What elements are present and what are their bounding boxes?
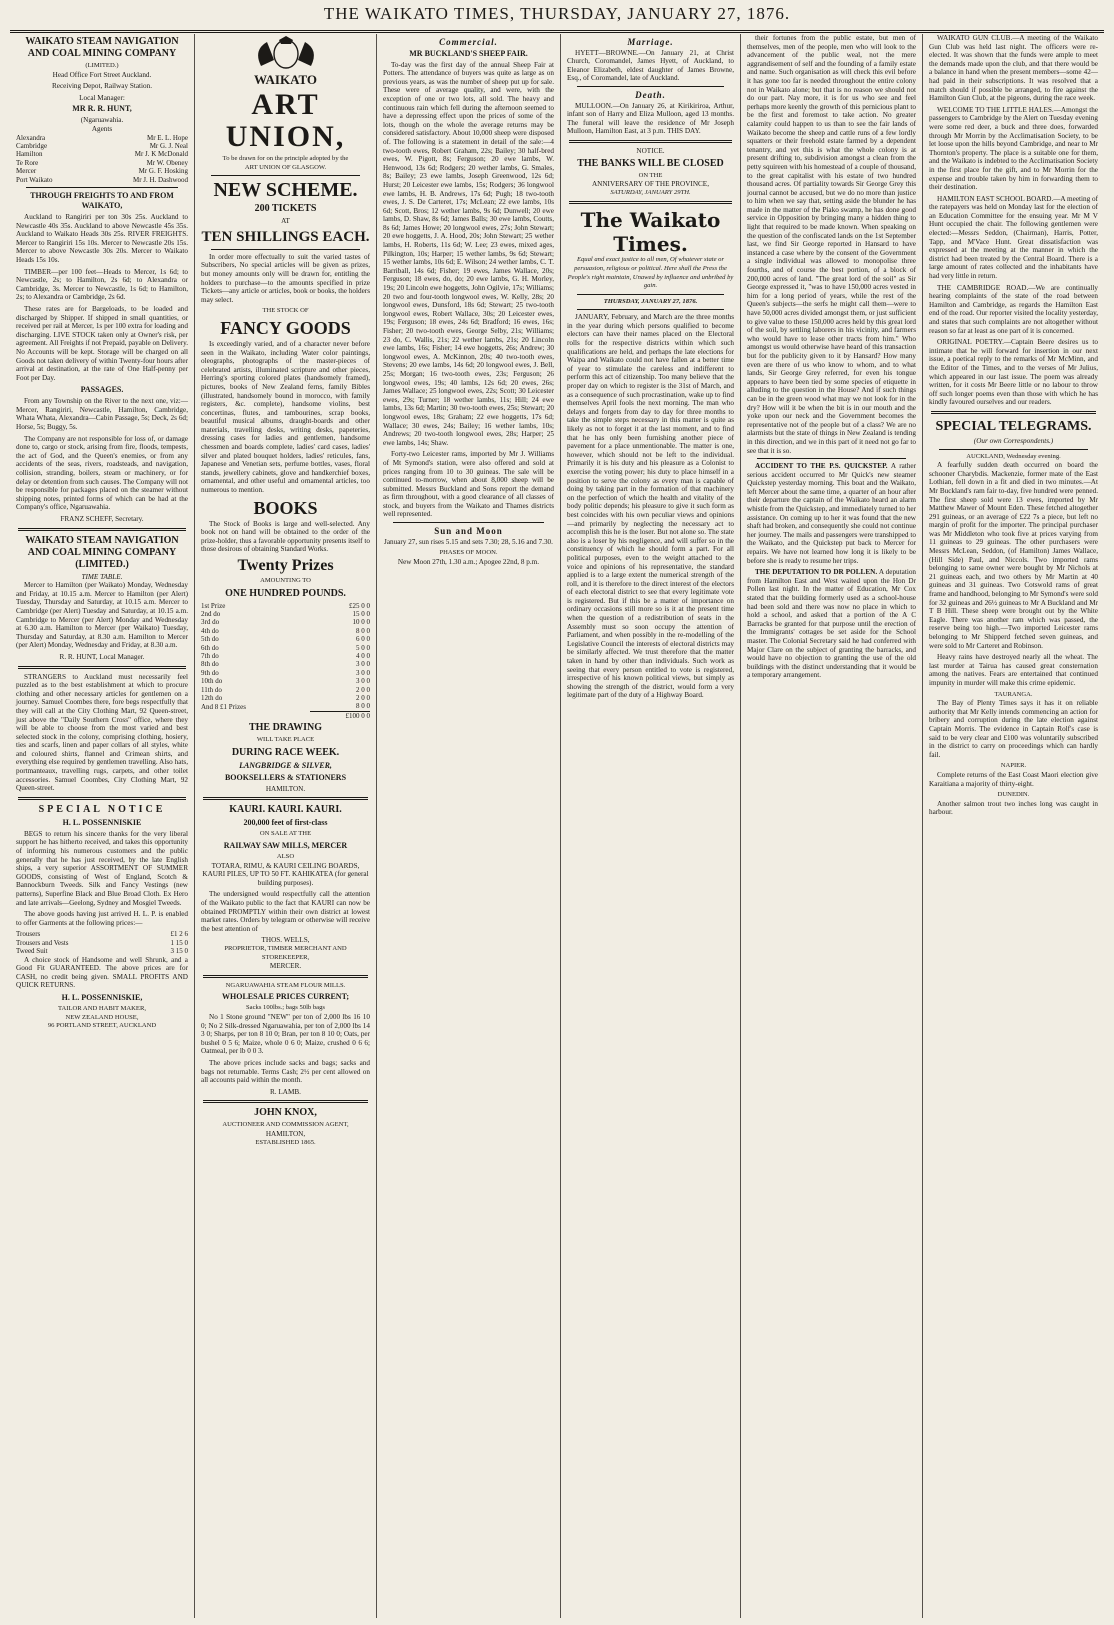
prize-row-label: 8th do <box>201 660 219 669</box>
price-row-label: Trousers and Vests <box>16 938 69 947</box>
prize-row-value: 8 0 0 <box>356 702 370 711</box>
footer-addr: NEW ZEALAND HOUSE, <box>65 1013 139 1021</box>
ad1-location: (Ngaruawahia. <box>80 116 124 125</box>
ad1-sub: (LIMITED.) <box>85 62 119 69</box>
footer-street: 96 PORTLAND STREET, AUCKLAND <box>47 1022 157 1030</box>
ad1-title: WAIKATO STEAM NAVIGATION AND COAL MINING COMPANY <box>25 36 179 59</box>
ad1-receiving: Receiving Depot, Railway Station. <box>51 82 152 91</box>
accident-item <box>747 462 916 565</box>
sun-moon-title: Sun and Moon <box>434 526 503 537</box>
agent-row <box>16 150 188 158</box>
ad2-title: WAIKATO STEAM NAVIGATION AND COAL MINING COMPANY (LIMITED.) <box>25 534 179 570</box>
deputation-text: A deputation from Hamilton East and West waited upon the Hon Dr Pollen last night. In the matter of Education, Mr Cox stated that the building formerly used as a school-house had been sold and there was now no place in which to hold a school, and asked that a portion of the A C Barracks be granted for that purpose until the erection of the Immigrants' cottages be set aside for the School master. The Colonial Secretary said he had conferred with Major Clare on the subject of granting the barracks, and would have no objection to granting the use of the old buildings with the distinct understanding that it would be a temporary arrangement. <box>747 568 917 680</box>
prize-row <box>201 686 370 694</box>
agent-row-value: Mr J. H. Dashwood <box>132 175 188 184</box>
prize-row-value: 2 0 0 <box>356 694 370 703</box>
tauranga-text: The Bay of Plenty Times says it has it on reliable authority that Mr Kelly intends commencing an action for bribery and corruption during the late election against Captain Morris. The evidence in Captain Rolf's case is said to be very clear and £100 was voluntarily subscribed in the district to carry on proceedings which can hardly fail. <box>929 699 1098 759</box>
prize-row <box>201 602 370 610</box>
art-union-intro: In order more effectually to suit the varied tastes of Subscribers, No special articles will be given as prizes, but money amounts only will be drawn for, entitling the holders to purchase—to the amounts specified in prize Tickets—any article or articles, book or books, the holders may select. <box>201 252 370 304</box>
agent-row <box>16 167 188 175</box>
dunedin-title: DUNEDIN. <box>997 791 1030 799</box>
new-scheme: NEW SCHEME. <box>213 179 358 202</box>
knox-title: AUCTIONEER AND COMMISSION AGENT, <box>222 1121 349 1129</box>
knox-town: HAMILTON, <box>265 1129 306 1138</box>
agent-row-value: Mr G. F. Hosking <box>138 167 188 176</box>
ad1-agents-label: Agents <box>91 124 113 133</box>
school-board-item: HAMILTON EAST SCHOOL BOARD.—A meeting of the ratepayers was held on Monday last for the election of an Education Committee for the ensuing year. Mr M V Hunt occupied the chair. The following gentlemen were elected:—Messrs Seddon, (Chairman), Harris, Potter, Tapp, and M'Vace Hunt. Great dissatisfaction was expressed at the meeting at the manner in which the district had been treated by the Central Board. There is a large amount of rates collected and the inhabitants have had very little in return. <box>929 194 1098 281</box>
drawing-will-take: WILL TAKE PLACE <box>256 736 315 744</box>
langbridge-town: HAMILTON. <box>265 784 306 793</box>
books-text: The Stock of Books is large and well-selected. Any book not on hand will be obtained to the order of the prize-holder, thus a favorable opportunity presents itself to those desirous of obtaining Standard Works. <box>201 519 370 554</box>
agent-row-value: Mr W. Obeney <box>146 158 188 167</box>
napier-title: NAPIER. <box>1000 762 1027 770</box>
deputation-item <box>747 568 916 680</box>
column-1 <box>10 34 195 1618</box>
column-3 <box>377 34 561 1618</box>
lamb-sign: R. LAMB. <box>270 1087 301 1096</box>
prize-row-value: 4 0 0 <box>356 652 370 661</box>
prize-row <box>201 702 370 711</box>
prices-intro: The above goods having just arrived H. L. P. is enabled to offer Garments at the following prices:— <box>16 910 188 927</box>
prize-row <box>201 660 370 668</box>
kauri-on-sale: ON SALE AT THE <box>259 830 312 838</box>
wells-title: PROPRIETOR, TIMBER MERCHANT AND STOREKEEPER, <box>224 945 347 961</box>
booksellers: BOOKSELLERS & STATIONERS <box>224 772 347 782</box>
welcome-item: WELCOME TO THE LITTLE HALES.—Amongst the passengers to Cambridge by the Alert on Tuesday evening were some red deer, a buck and three does, forwarded through Mr Morrin by the Acclimatisation Society, to be let loose upon the hills beyond Cambridge, and near to Mr Thornton's property. The place is a suitable one for them, and the Waikato is indebted to the Acclimatisation Society in the first place for the gift, and to Mr Morrin for the expense and trouble taken by him in forwarding them to their destination. <box>929 105 1098 192</box>
original-poetry-item: ORIGINAL POETRY.—Captain Beere desires us to intimate that he will forward for insertion in our next issue, a poetical reply to the remarks of Mr McMinn, and the Editor of the Times, and to the verses of Mr Julius, which appeared in our last issue. The poem was already written, for it costs Mr Beere little or no labour to throw off such longer poems even than those with which he has kindly favoured ourselves and our readers. <box>929 338 1098 407</box>
agent-row-label: Te Rore <box>16 158 39 167</box>
masthead: THE WAIKATO TIMES, THURSDAY, JANUARY 27, 1876. <box>10 4 1104 33</box>
prize-row-value: 8 0 0 <box>356 626 370 635</box>
sheep-fair-headline: MR BUCKLAND'S SHEEP FAIR. <box>409 48 528 58</box>
accident-text: A rather serious accident occurred to Mr Quick's new steamer Quickstep yesterday morning. This boat and the Waikato, left Mercer about the same time, a quarter of an hour after their departure the captain of the Waikato heard an alarm whistle from the Quickstep, and immediately turned to her assistance. On coming up to her it was found that the new shaft had broken, and consequently she could not continue her journey. The mails and passengers were transhipped to the Waikato, and the Quickstep put back to Mercer for repairs. We have not learned how long it is likely to be before she is ready to resume her trips. <box>747 462 916 565</box>
strangers-text: STRANGERS to Auckland must necessarily feel puzzled as to the best establishment at which to procure clothing and other necessary articles for gentlemen on a journey. Samuel Coombes there, fore begs respectfully that they will call at the City Clothing Mart, 92 Queen-street, just above the "Daily Southern Cross" office, where they will be able to choose from the most varied and best selected stock in the colony, comprising clothing, hosiery, ties and scarfs, linen and paper collars of all styles, white and coloured shirts, flannel and Crimean shirts, and everything else required by gentlemen travelling. Also hats, portmanteaux, travelling rugs, carpets, and other toilet accessories. Samuel Coombes, City Clothing Mart, 92 Queen-street. <box>16 672 188 793</box>
prize-row-value: 3 0 0 <box>356 677 370 686</box>
flour-list: No 1 Stone ground "NEW" per ton of 2,000 lbs 16 10 0; No 2 Silk-dressed Ngaruawahia, per ton of 2,000 lbs 14 3 0; Sharps, per ton 8 10 0; Bran, per ton 8 10 0; Oats, per bushel 0 5 6; Maize, whole 0 6 0; Maize, crushed 0 6 6; Oatmeal, per lb 0 0 3. <box>201 1012 370 1056</box>
banks-closed: THE BANKS WILL BE CLOSED <box>577 157 724 169</box>
agent-row-value: Mr G. J. Neal <box>149 141 188 150</box>
prize-row-label: 7th do <box>201 652 219 661</box>
prize-row-value: 10 0 0 <box>352 618 370 627</box>
price-row-value: 1 15 0 <box>170 938 188 947</box>
agent-row-label: Hamilton <box>16 150 43 159</box>
footer-name: H. L. POSSENNISKIE, <box>61 992 143 1002</box>
sun-text: January 27, sun rises 5.15 and sets 7.30; 28, 5.16 and 7.30. <box>384 537 553 546</box>
tickets: 200 TICKETS <box>254 203 317 215</box>
prize-row-value: 15 0 0 <box>352 610 370 618</box>
prize-row-value: 5 0 0 <box>356 643 370 652</box>
passages-text: From any Township on the River to the next one, viz:—Mercer, Rangiriri, Newcastle, Hamilton, Cambridge, Whata Whata, Alexandra—Cabin Passage, 5s; Deck, 2s 6d; Horse, 5s; Buggy, 5s. <box>16 397 188 432</box>
prices-table <box>16 930 188 955</box>
prize-row-label: 11th do <box>201 685 222 694</box>
wells-name: THOS. WELLS, <box>261 936 310 945</box>
notice-name: H. L. POSSENNISKIE <box>62 817 142 827</box>
column-2 <box>195 34 377 1618</box>
accident-title: ACCIDENT TO THE P.S. QUICKSTEP. <box>755 462 888 471</box>
deputation-title: THE DEPUTATION TO DR POLLEN. <box>755 568 878 577</box>
prize-row <box>201 652 370 660</box>
prices-note: A choice stock of Handsome and well Shrunk, and a Good Fit GUARANTEED. The above prices are for CASH, no credit being given. SMALL PROFITS AND QUICK RETURNS. <box>16 955 188 990</box>
death-title: Death. <box>635 89 666 100</box>
ad2-sign: R. R. HUNT, Local Manager. <box>59 652 145 661</box>
knox-name: JOHN KNOX, <box>254 1107 317 1119</box>
prize-row-value: 3 0 0 <box>356 660 370 669</box>
art-union-drawn: To be drawn for on the principle adopted by the <box>222 155 349 162</box>
prize-row-label: 6th do <box>201 643 219 652</box>
prize-row-value: 6 0 0 <box>356 635 370 644</box>
column-5 <box>741 34 923 1618</box>
art-union-heading: ART UNION, <box>225 88 346 153</box>
agents-table <box>16 134 188 184</box>
price-row-value: £1 2 6 <box>170 930 188 939</box>
marriage-text: HYETT—BROWNE.—On January 21, at Christ Church, Coromandel, James Hyett, of Auckland, to Eleanor Elizabeth, eldest daughter of James Browne, Esq., of Coromandel, late of Auckland. <box>567 48 734 83</box>
prize-row-value: 3 0 0 <box>356 668 370 677</box>
prizes-table <box>201 602 370 721</box>
totara-text: TOTARA, RIMU, & KAURI CEILING BOARDS, KAURI PILES, UP TO 50 FT. KAHIKATEA (for general building purposes). <box>202 861 369 887</box>
agent-row-label: Port Waikato <box>16 175 53 184</box>
liability-text: The Company are not responsible for loss of, or damage done to, cargo or stock, arising from fire, floods, tempests, the act of God, and the Queen's enemies, or from any accidents of the seas, rivers, roadsteads, and navigation, collision, stranding, boilers, steam or machinery, or for delay or detention from such causes. The Company will not be responsible for packages placed on the steamer without shipping notes, printed forms of which can be had at the Company's office, Ngaruawahia. <box>16 434 188 512</box>
auckland-text: A fearfully sudden death occurred on board the schooner Charybdis. Mackenzie, former mate of the East Lothian, fell down in a fit and died in two minutes.—At Mr Buckland's ram fair to-day, five hundred were penned. The first sheep sold were 13 ewes, imported by Mr Matthew Mawer of Mount Eden. These fetched altogether 291 guineas, or an average of £22 7s a piece, but left no margin of profit for the importer. The principal purchaser was Mr Middleton who took five at prices varying from 11 guineas to 29 guineas. The other purchasers were Messrs McLean, Seddon, (of Hamilton) James Wallace, (Hill Side) Paul, and Niccols. Two imported rams belonging to same owner were bought by Mr Nichols at 21 guineas each, and two others by Mr Martin at 40 guineas and 31 guineas. Two Cotswold rams of great frame and handhood, belonging to Mr Symond's were sold for 32 guineas and 26½ guineas to Mr A Buckland and Mr T B Hill. These sheep were brought out by the White Eagle. There was another ram which was passed, the reserve being too high.—Two imported Leicester rams belonging to Mr Shipperd fetched seven guineas, and were sold to Mr Carteret and Robinson. <box>929 461 1098 650</box>
passages-title: PASSAGES. <box>80 385 124 395</box>
prize-row <box>201 669 370 677</box>
prize-row-value: 2 0 0 <box>356 685 370 694</box>
prize-row-label: 9th do <box>201 668 219 677</box>
agent-row <box>16 176 188 184</box>
tickets-at: AT <box>281 217 290 226</box>
telegrams-sub: (Our own Correspondents.) <box>973 436 1054 445</box>
rain-text: Heavy rains have destroyed nearly all the wheat. The last murder at Tairua has caused great consternation among the natives. Fears are entertained that continued impunity in murder will make this crime epidemic. <box>929 653 1098 687</box>
price-row <box>16 930 188 938</box>
ticket-price: TEN SHILLINGS EACH. <box>201 228 370 245</box>
sacks: Sacks 100lbs.; bags 50lb bags <box>246 1004 325 1012</box>
price-row-label: Trousers <box>16 930 41 939</box>
royal-crest-icon <box>241 36 331 70</box>
commercial-section: Commercial. <box>439 37 498 47</box>
prize-row <box>201 644 370 652</box>
prize-row-label: 2nd do <box>201 610 221 618</box>
stock-label: THE STOCK OF <box>262 307 309 315</box>
tauranga-title: TAURANGA. <box>994 690 1033 698</box>
ad1-manager-label: Local Manager: <box>79 93 125 102</box>
kauri-also: ALSO <box>276 853 295 861</box>
langbridge: LANGBRIDGE & SILVER, <box>239 760 332 770</box>
prize-row <box>201 627 370 635</box>
auckland-title: AUCKLAND, Wednesday evening. <box>966 452 1061 460</box>
agent-row-label: Mercer <box>16 167 37 176</box>
agent-row-value: Mr E. L. Hope <box>146 133 188 142</box>
prize-total: £100 0 0 <box>310 711 370 720</box>
notice-on: ON THE <box>638 171 663 179</box>
prize-row-label: 12th do <box>201 694 223 703</box>
price-row-value: 3 15 0 <box>170 947 188 956</box>
agent-row-label: Alexandra <box>16 133 46 142</box>
moon-title: PHASES OF MOON. <box>439 549 498 557</box>
notice-label: NOTICE. <box>636 146 665 155</box>
freights-text: Auckland to Rangiriri per ton 30s 25s. Auckland to Newcastle 40s 35s. Auckland to above Newcastle 45s 35s. Auckland to Waikato Heads 30s 25s. RIVER FREIGHTS. Mercer to Rangiriri 15s 10s. Mercer to Newcastle 20s 15s. Mercer to above Newcastle 30s 20s. Mercer to Waikato Heads 15s 10s. <box>16 213 188 264</box>
prize-row <box>201 610 370 618</box>
prize-row <box>201 618 370 626</box>
prize-row-label: 10th do <box>201 677 223 686</box>
agent-row-label: Cambridge <box>16 141 48 150</box>
gun-club-item: WAIKATO GUN CLUB.—A meeting of the Waikato Gun Club was held last night. The officers were re-elected. It was shown that the funds were ample to meet the demands made upon the club, and that there would be a balance in hand when the present members—some 42—had paid in their subscriptions. It was resolved that a match should if possible be arranged, to fire against the Hamilton Gun Club, at the pigeons, during the race week. <box>929 34 1098 103</box>
notice-text: BEGS to return his sincere thanks for the very liberal support he has hitherto received, and takes this opportunity of informing his numerous customers and the public generally that he has just received, by the late English ships, a very superior ASSORTMENT OF SUMMER GOODS, consisting of West of England, Scotch & Bannockburn Tweeds. Silk and Fancy Vestings (new patterns), Superfine Black and Blue Broad Cloth. Ex Hero and late arrivals—Geelong, Sydney and Mosgiel Tweeds. <box>16 829 188 907</box>
editorial-text: JANUARY, February, and March are the three months in the year during which persons qualified to become electors can have their names placed on the Electoral rolls for the respective districts within which such qualifications are held, and perhaps the late elections for Waipa and Waikato could not have fallen at a better time of year to stimulate the careless and indifferent to perform this act of citizenship. Too many believe that the proper day on which to register is the 31st of March, and as a consequence of such procrastination, wake up to find themselves April fools the next morning. The man who delays and forgets from day to day for three months to take the simple steps necessary in this matter is quite as likely as not to forget it at the last moment, and to find that he has only been furnishing another piece of pavement for a place unmentionable. The matter is one, however, which should not be left to the individual. Primarily it is his duty and his pleasure as a Colonist to exercise the voting power; his duty to place himself in a position to serve the colony as every man is capable of doing by taking part in the formation of that machinery on the perfection of which the health and vitality of the body politic depends; his pleasure to give it such form as best coincides with his own peculiar views and opinions—and primarily by neglecting the necessary act to accomplish this he is the loser. But not alone so. The state also is a loser by his negligence, and will suffer so in the constituency of which he should form a part. For all political purposes, even to the weight attached to the voice and opinions of his representative, the standard applied is to a large extent the numerical strength of the roll, and it is therefore to the direct interest of the electors of each electoral district to see that every legitimate vote is registered. But if this be a matter of importance on ordinary occasions still more so is it at the present time when the question of a redistribution of seats in the Assembly must so soon occupy the attention of Parliament, and when possibly in the re-modelling of the Legislative Council the interests of electoral districts may be similarly affected. We trust therefore that the matter taken in hand by other than individuals. Such work as seeing that every person entitled to vote is registered, irrespective of his known political views, but simply as showing the strength of the district, would form a very legitimate part of the duty of a Highway Board. <box>567 313 734 700</box>
footer-trade: TAILOR AND HABIT MAKER, <box>58 1004 146 1012</box>
notice-title: SPECIAL NOTICE <box>38 803 166 815</box>
one-hundred-pounds: ONE HUNDRED POUNDS. <box>225 587 346 599</box>
flour-note: The above prices include sacks and bags; sacks and bags not returnable. Terms Cash; 2½ per cent allowed on all accounts paid within the month. <box>201 1058 370 1085</box>
price-row <box>16 947 188 955</box>
column-4 <box>561 34 741 1618</box>
column-6 <box>923 34 1104 1618</box>
price-row <box>16 939 188 947</box>
prize-row-label: 1st Prize <box>201 601 226 610</box>
prize-row-label: 4th do <box>201 626 219 635</box>
railway-mills: RAILWAY SAW MILLS, MERCER <box>223 841 348 851</box>
rates-text: These rates are for Bargeloads, to be loaded and discharged by Shipper. If shipped in small quantities, or received per rail at Mercer, 1s per 100 extra for loading and discharging. LIVE STOCK taken only at Owner's risk, per agreement. All Freights if not Prepaid, payable on Delivery. No Accounts will be kept. Storage will be charged on all Goods not taken delivery of within Twenty-four hours after arrival at destination, at the rate of One Half-penny per Foot per Day. <box>16 304 188 382</box>
prize-row-value: £25 0 0 <box>349 601 370 610</box>
paper-motto: Equal and exact justice to all men, Of whatever state or persuasion, religious or political. Here shall the Press the People's right maintain, Unawed by influence and unbribed by gain. <box>567 256 734 290</box>
wells-mercer: MERCER. <box>269 962 302 971</box>
prize-row-label: And 8 £1 Prizes <box>201 702 246 711</box>
price-row-label: Tweed Suit <box>16 947 48 956</box>
sheep-fair-text: To-day was the first day of the annual Sheep Fair at Potters. The attendance of buyers was quite as large as on previous years, as was the number of sheep put up for sale. These were of average quality, and were, with the exception of one or two lots, all sold. The heavy and continuous rain which fell during the afternoon seemed to have a depressing effect upon the prices of some of the lots, though on the whole the average returns may be considered satisfactory. About 10,000 sheep were disposed of. The following is a statement in detail of the sale:—4 two-tooth ewes, Robert Graham, 22s; Bailey; 30 half-bred ewes, W. Pigott, 8s; Ferguson; 20 ewe lambs, W. Henwood, 13s 6d; Rodgers; 20 wether lambs, G. Smales, 8s; Bailey; 23 ewe lambs, Joseph Greenwood, 12s 6d; Hurst; 20 Leicester ewe lambs, 15s; Rodgers; 36 longwool ewe lambs, H. B. Andrews, 17s 6d; Pugh; 18 two-tooth ewes, J. S. De Carteret, 17s; McLean; 22 ewe lambs, 10s 6d; Scott, Bros; 12 wether lambs, 9s 6d; Dunwell; 20 ewe lambs, D. Shaw, 8s 6d; James Balls; 30 ewe lambs, Coutts, 8s 6d; James Howe; 20 longwool ewes, 27s; John Stewart; 20 ewe hoggetts, J. A. Hood, 20s; John Stewart; 25 wether lambs, H. Roberts, 11s 6d; W. Lee; 23 ewes, mixed ages, Pilkington, 10s; Harper; 15 wether lambs, 9s 6d; Stewart; 15 wether lambs, 10s 6d; E. Wilson; 24 wether lambs, C. T. Barriball, 14s 6d; Fisher; 19 ewes, James Wallace, 20s; Ferguson; 18 ewes, do, do; 20 ewe lambs, G. H. Morley, 19s; 20 Lincoln ewe hoggetts, John Ogilvie, 17s; Williams; 20 two and four-tooth longwool ewes, W. Kelly, 28s; 20 longwool ewes, Dunsford, 18s 6d; Stewart; 25 two-tooth longwool ewes, Robert Wallace, 30s; 20 Leicester ewes, 19s; Ferguson; 18 ewes, 24s 6d; Bradford; 16 ewes, 16s; Fisher; 20 two-tooth ewes, George Selby, 21s; Williams; 23 do, C. Wallis, 21s; 22 wether lambs, 21s; 20 Lincoln ewe lambs, 16s; Fisher; 14 ewe hoggetts, 26s; Andrew; 30 longwool ewes, A. McKinnon, 20s; 40 two-tooth ewes, Stevens; 20 ewe lambs, 14s 6d; 20 longwool ewes, J. Bell, 25s; Morgan; 16 two-tooth ewes, 23s; Ferguson; 26 longwool ewes, 19s; 40 lambs, 12s 6d; 20 ewes, 26s; James Wallace; 25 longwool ewes, 22s; Scott; 30 Leicester ewes, 29s; Turner; 18 wether lambs, 11s; Hill; 24 ewe lambs, 13s 6d; Martin; 30 two-tooth ewes, 25s; Stewart; 20 longwool ewes, 18s; Graham; 22 ewe hoggetts, 17s 6d; Wallace; 30 ewes, 24s; Bailey; 16 wether lambs, 10s; Andrews; 20 two-tooth longwool ewes, 28s; Harper; 25 ewe lambs, 14s; Shaw. <box>383 60 554 447</box>
notice-occasion: ANNIVERSARY OF THE PROVINCE, <box>591 180 709 189</box>
amounting: AMOUNTING TO <box>260 577 311 584</box>
fancy-text: Is exceedingly varied, and of a character never before seen in the Waikato, including Water color paintings, oleographs, photographs of the master-pieces of celebrated artists, illuminated scripture and other pieces, Herring's sporting colored plates (handsomely framed), pictures, books of New Zealand ferns, family Bibles (illustrated, handsomely bound in morocco, with family registers, &c. complete), handsome violins, best concertinas, flutes, and tambourines, scrap books, beautiful musical albums, draught-boards and other materials, travelling desks, writing desks, papeteries, dressing cases for ladies and gentlemen, handsome chessmen and boards complete, ladies' card cases, ladies' silver and plated bouquet holders, ladies' reticules, fans, Japanese and Venetian sets, perfume bottles, vases, floral stands, jewellery cabinets, glove and handkerchief boxes, ornamental, and other useful and ornamental articles, too numerous to mention. <box>201 339 370 495</box>
prize-row <box>201 694 370 702</box>
newspaper-page <box>10 34 1104 1618</box>
agent-row <box>16 134 188 142</box>
timber-text: TIMBER—per 100 feet—Heads to Mercer, 1s 6d; to Newcastle, 2s; to Hamilton, 2s 6d; to Alexandra or Cambridge, 3s. Mercer to Newcastle, 1s 6d; to Hamilton, 2s; to Alexandra or Cambridge, 2s 6d. <box>16 267 188 302</box>
race-week: DURING RACE WEEK. <box>231 746 340 758</box>
cambridge-road-item: THE CAMBRIDGE ROAD.—We are continually hearing complaints of the state of the road between Hamilton and Cambridge, as regards the Hamilton East end of the road. Our reporter visited the locality yesterday, and states that such complaints are not altogether without reason so far at least as one part of it is concerned. <box>929 283 1098 335</box>
ad1-sign: FRANZ SCHEFF, Secretary. <box>60 515 144 523</box>
death-text: MULLOON.—On January 26, at Kirikiriroa, Arthur, infant son of Harry and Eliza Mulloon, aged 13 months. The funeral will leave the residence of Mr Joseph Mulloon, Hamilton East, at 3 p.m. THIS DAY. <box>567 101 734 136</box>
napier-text: Complete returns of the East Coast Maori election give Karaitiana a majority of thirty-eight. <box>929 770 1098 788</box>
telegrams-title: SPECIAL TELEGRAMS. <box>935 418 1092 434</box>
prize-row <box>201 635 370 643</box>
books-heading: BOOKS <box>253 497 318 518</box>
prize-row-label: 5th do <box>201 635 219 644</box>
wholesale-heading: WHOLESALE PRICES CURRENT; <box>222 992 349 1002</box>
kauri-feet: 200,000 feet of first-class <box>243 818 328 828</box>
timetable-title: TIME TABLE. <box>81 572 123 581</box>
timetable-text: Mercer to Hamilton (per Waikato) Monday, Wednesday and Friday, at 10.15 a.m. Mercer to Hamilton (per Alert) Tuesday, Thursday and Saturday, at 10.15 a.m. Mercer to Cambridge (per Alert) Tuesday and Saturday, at 10.15 a.m. Cambridge to Mercer (per Alert) Monday and Wednesday at 6.30 a.m. Hamilton to Mercer (per Waikato) Tuesday, Thursday and Saturday, at 8.30 a.m. Hamilton to Mercer (per Alert) Monday, Wednesday and Friday, at 8.30 a.m. <box>16 581 188 650</box>
dunedin-text: Another salmon trout two inches long was caught in harbour. <box>929 799 1098 817</box>
sheep-fair-text-2: Forty-two Leicester rams, imported by Mr J. Williams of Mt Symond's station, were also offered and sold at prices ranging from 10 to 30 guineas. The sale will be continued to-morrow, when about 8,000 sheep will be submitted. Messrs Buckland and Sons report the demand as firm throughout, with a good clearance of all classes of stock, and buyers from the Waikato and Thames districts well represented. <box>383 450 554 519</box>
marriage-title: Marriage. <box>627 37 674 47</box>
fancy-goods: FANCY GOODS <box>220 317 351 338</box>
prize-row <box>201 677 370 685</box>
kauri-heading: KAURI. KAURI. KAURI. <box>229 804 342 816</box>
drawing-heading: THE DRAWING <box>248 722 323 734</box>
notice-date: SATURDAY, JANUARY 29TH. <box>610 188 691 196</box>
twenty-prizes: Twenty Prizes <box>237 557 334 574</box>
prize-row-label: 3rd do <box>201 618 220 627</box>
agent-row <box>16 142 188 150</box>
kauri-text: The undersigned would respectfully call the attention of the Waikato public to the fact that KAURI can now be obtained PROMPTLY within their own district at lowest market rates. Orders by telegram or otherwise will receive the best attention of <box>201 890 370 933</box>
editorial-continued: their fortunes from the public estate, but men of themselves, men of the people, men who will look to the advancement of the public weal, not the mere aggrandisement of self and the founding of a family estate and name. Such organisation as will check this evil before it has gone too far is needed throughout the entire colony not in Waikato alone; but that is no reason we should not do our part. Nay more, it is for us who see and feel perhaps more keenly the growth of this pernicious plant to be the first and foremost to take action. No greater calamity could happen to us than to see the fair lands of Waikato become the sheep and cattle runs of a few lordly squatters or their freehold estate farmed by a dependent tenantry, and yet this is what the whole colony is at present drifting to, subdivision amongst a clean from the petty squireen with his homestead of a couple of thousand, to the great capitalist with his estate of two hundred thousand acres. Of partiality towards Sir George Grey this journal cannot be accused, but we do no more than justice to him when we say that, setting aside the blunder he has made in the matter of the Piako swamp, he has done good service in Opposition by bringing many a hidden thing to light that required to be made known. When speaking on the question of the confiscated lands on the 1st September last, we find Sir George reported in Hansard to have instanced a case where by the consent of the Government a single individual was allowed to monopolise three fourths, and of course the best portion, of a block of 200,000 acres of land. "The great lord of the soil" as Sir George expressed it, "was to have 150,000 acres vested in him for a long period of years, while the rest of the Queen's subjects—the serfs he might call them—were to have 50,000 acres divided amongst them, or just sufficient to give value to these 150,000 acres held by this great lord of the soil, by settling laborers in his vicinity, and farmers who would have to lease other tracts from him." Who amongst us would otherwise have heard of this transaction but for the publicity given to it by Hansard? How many even are there of us who know to whom, and to what lands, Sir George Grey referred, for even his tongue appears to have been tied by some species of etiquette in alluding to the question in the House? And if such things can be in the green wood what may we not look for in the dry? How will it be when the bit is in our mouth and the yoke upon our neck and the Government becomes the representative not of the people but of a class? We are no alarmists but the state of things in New Zealand is tending in this direction, and we in this part of it need not go far to see that it is so. <box>747 34 916 455</box>
freights-title: THROUGH FREIGHTS TO AND FROM WAIKATO, <box>30 191 174 210</box>
dateline: THURSDAY, JANUARY 27, 1876. <box>603 297 698 305</box>
art-union-waikato: WAIKATO <box>253 72 318 87</box>
knox-established: ESTABLISHED 1865. <box>255 1138 316 1146</box>
moon-text: New Moon 27th, 1.30 a.m.; Apogee 22nd, 8 p.m. <box>397 557 540 566</box>
mills-title: NGARUAWAHIA STEAM FLOUR MILLS. <box>225 981 346 989</box>
agent-row <box>16 159 188 167</box>
art-union-glasgow: ART UNION OF GLASGOW. <box>244 163 327 171</box>
paper-nameplate: The Waikato Times. <box>580 208 721 257</box>
ad1-manager: MR R. R. HUNT, <box>72 104 132 114</box>
agent-row-value: Mr J. K McDonald <box>134 150 188 159</box>
ad1-office: Head Office Fort Street Auckland. <box>52 70 152 79</box>
